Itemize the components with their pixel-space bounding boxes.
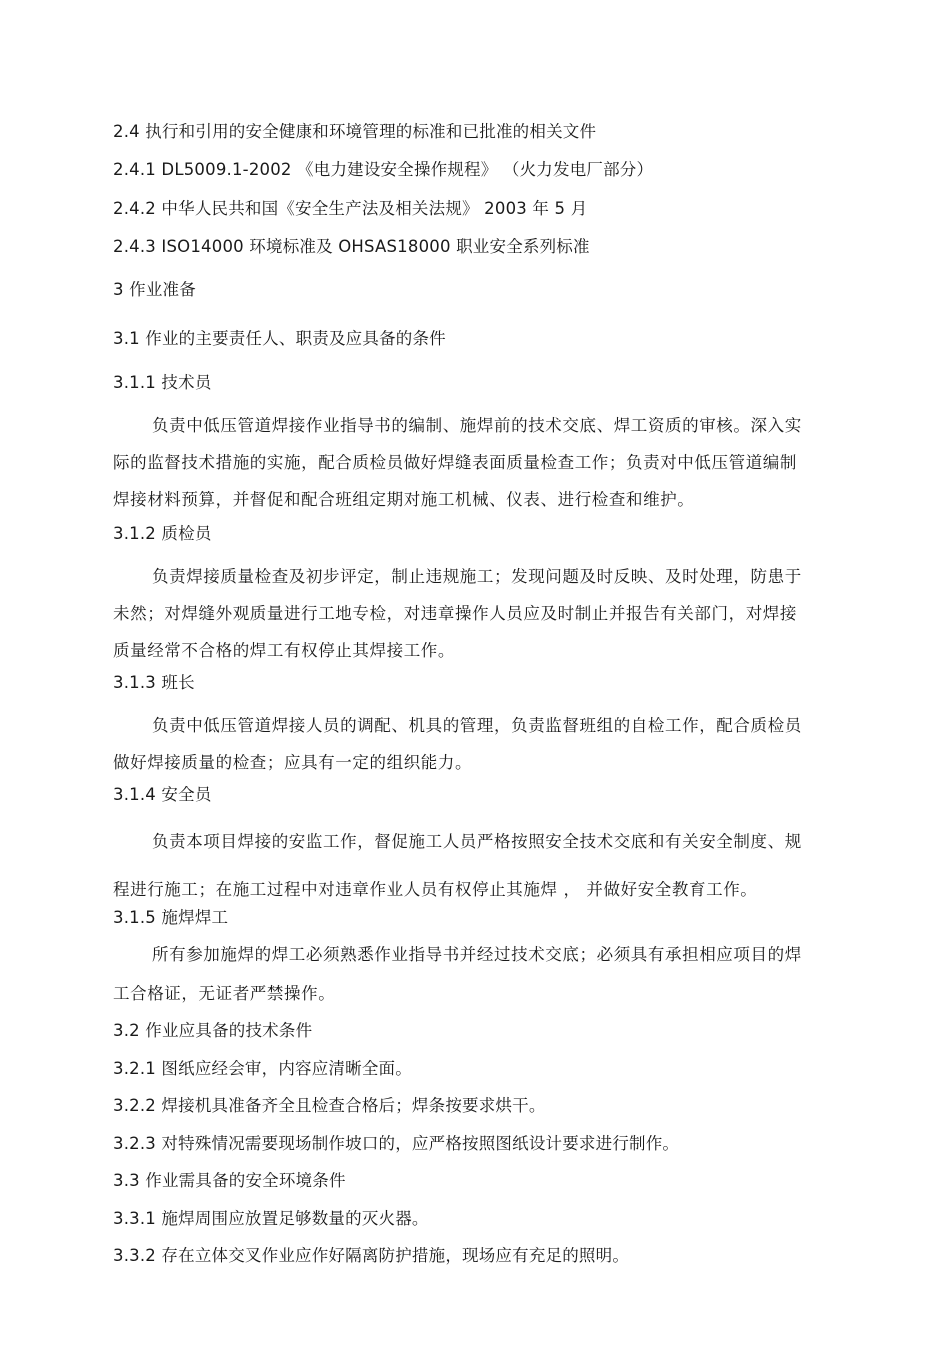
reference-2-4-3: 2.4.3 ISO14000 环境标准及 OHSAS18000 职业安全系列标准: [113, 237, 590, 256]
reference-2-4-2: 2.4.2 中华人民共和国《安全生产法及相关法规》 2003 年 5 月: [113, 199, 588, 218]
paragraph-line: 质量经常不合格的焊工有权停止其焊接工作。: [113, 641, 455, 660]
item-3-2-1: 3.2.1 图纸应经会审，内容应清晰全面。: [113, 1059, 412, 1078]
role-3-1-3-paragraph: [113, 707, 833, 781]
section-3-1-heading: 3.1 作业的主要责任人、职责及应具备的条件: [113, 329, 446, 348]
role-3-1-4-heading: 3.1.4 安全员: [113, 785, 212, 804]
item-3-2-2: 3.2.2 焊接机具准备齐全且检查合格后；焊条按要求烘干。: [113, 1096, 546, 1115]
role-3-1-1-heading: 3.1.1 技术员: [113, 373, 212, 392]
item-3-2-3: 3.2.3 对特殊情况需要现场制作坡口的，应严格按照图纸设计要求进行制作。: [113, 1134, 680, 1153]
section-2-4-heading: 2.4 执行和引用的安全健康和环境管理的标准和已批准的相关文件: [113, 122, 597, 141]
item-3-3-1: 3.3.1 施焊周围应放置足够数量的灭火器。: [113, 1209, 429, 1228]
paragraph-line: 未然；对焊缝外观质量进行工地专检，对违章操作人员应及时制止并报告有关部门，对焊接: [113, 604, 797, 623]
role-3-1-1-paragraph: [113, 407, 833, 518]
section-3-2-heading: 3.2 作业应具备的技术条件: [113, 1021, 313, 1040]
role-3-1-2-paragraph: [113, 558, 833, 669]
reference-2-4-1: 2.4.1 DL5009.1-2002 《电力建设安全操作规程》 （火力发电厂部分）: [113, 160, 654, 179]
role-3-1-5-heading: 3.1.5 施焊焊工: [113, 908, 229, 927]
paragraph-line: 负责中低压管道焊接作业指导书的编制、施焊前的技术交底、焊工资质的审核。深入实: [152, 416, 802, 435]
paragraph-line: 际的监督技术措施的实施，配合质检员做好焊缝表面质量检查工作；负责对中低压管道编制: [113, 453, 797, 472]
item-3-3-2: 3.3.2 存在立体交叉作业应作好隔离防护措施，现场应有充足的照明。: [113, 1246, 630, 1265]
section-3-3-heading: 3.3 作业需具备的安全环境条件: [113, 1171, 346, 1190]
role-3-1-5-paragraph: [113, 935, 833, 1013]
paragraph-line: 所有参加施焊的焊工必须熟悉作业指导书并经过技术交底；必须具有承担相应项目的焊: [152, 945, 802, 964]
paragraph-line: 负责本项目焊接的安监工作，督促施工人员严格按照安全技术交底和有关安全制度、规: [152, 832, 802, 851]
paragraph-line: 负责中低压管道焊接人员的调配、机具的管理，负责监督班组的自检工作，配合质检员: [152, 716, 802, 735]
role-3-1-2-heading: 3.1.2 质检员: [113, 524, 212, 543]
paragraph-line: 负责焊接质量检查及初步评定，制止违规施工；发现问题及时反映、及时处理，防患于: [152, 567, 802, 586]
role-3-1-4-paragraph: [113, 818, 833, 914]
section-3-heading: 3 作业准备: [113, 280, 196, 299]
paragraph-line: 程进行施工；在施工过程中对违章作业人员有权停止其施焊 ， 并做好安全教育工作。: [113, 880, 758, 899]
paragraph-line: 工合格证，无证者严禁操作。: [113, 984, 336, 1003]
role-3-1-3-heading: 3.1.3 班长: [113, 673, 195, 692]
paragraph-line: 焊接材料预算，并督促和配合班组定期对施工机械、仪表、进行检查和维护。: [113, 490, 695, 509]
paragraph-line: 做好焊接质量的检查；应具有一定的组织能力。: [113, 753, 473, 772]
